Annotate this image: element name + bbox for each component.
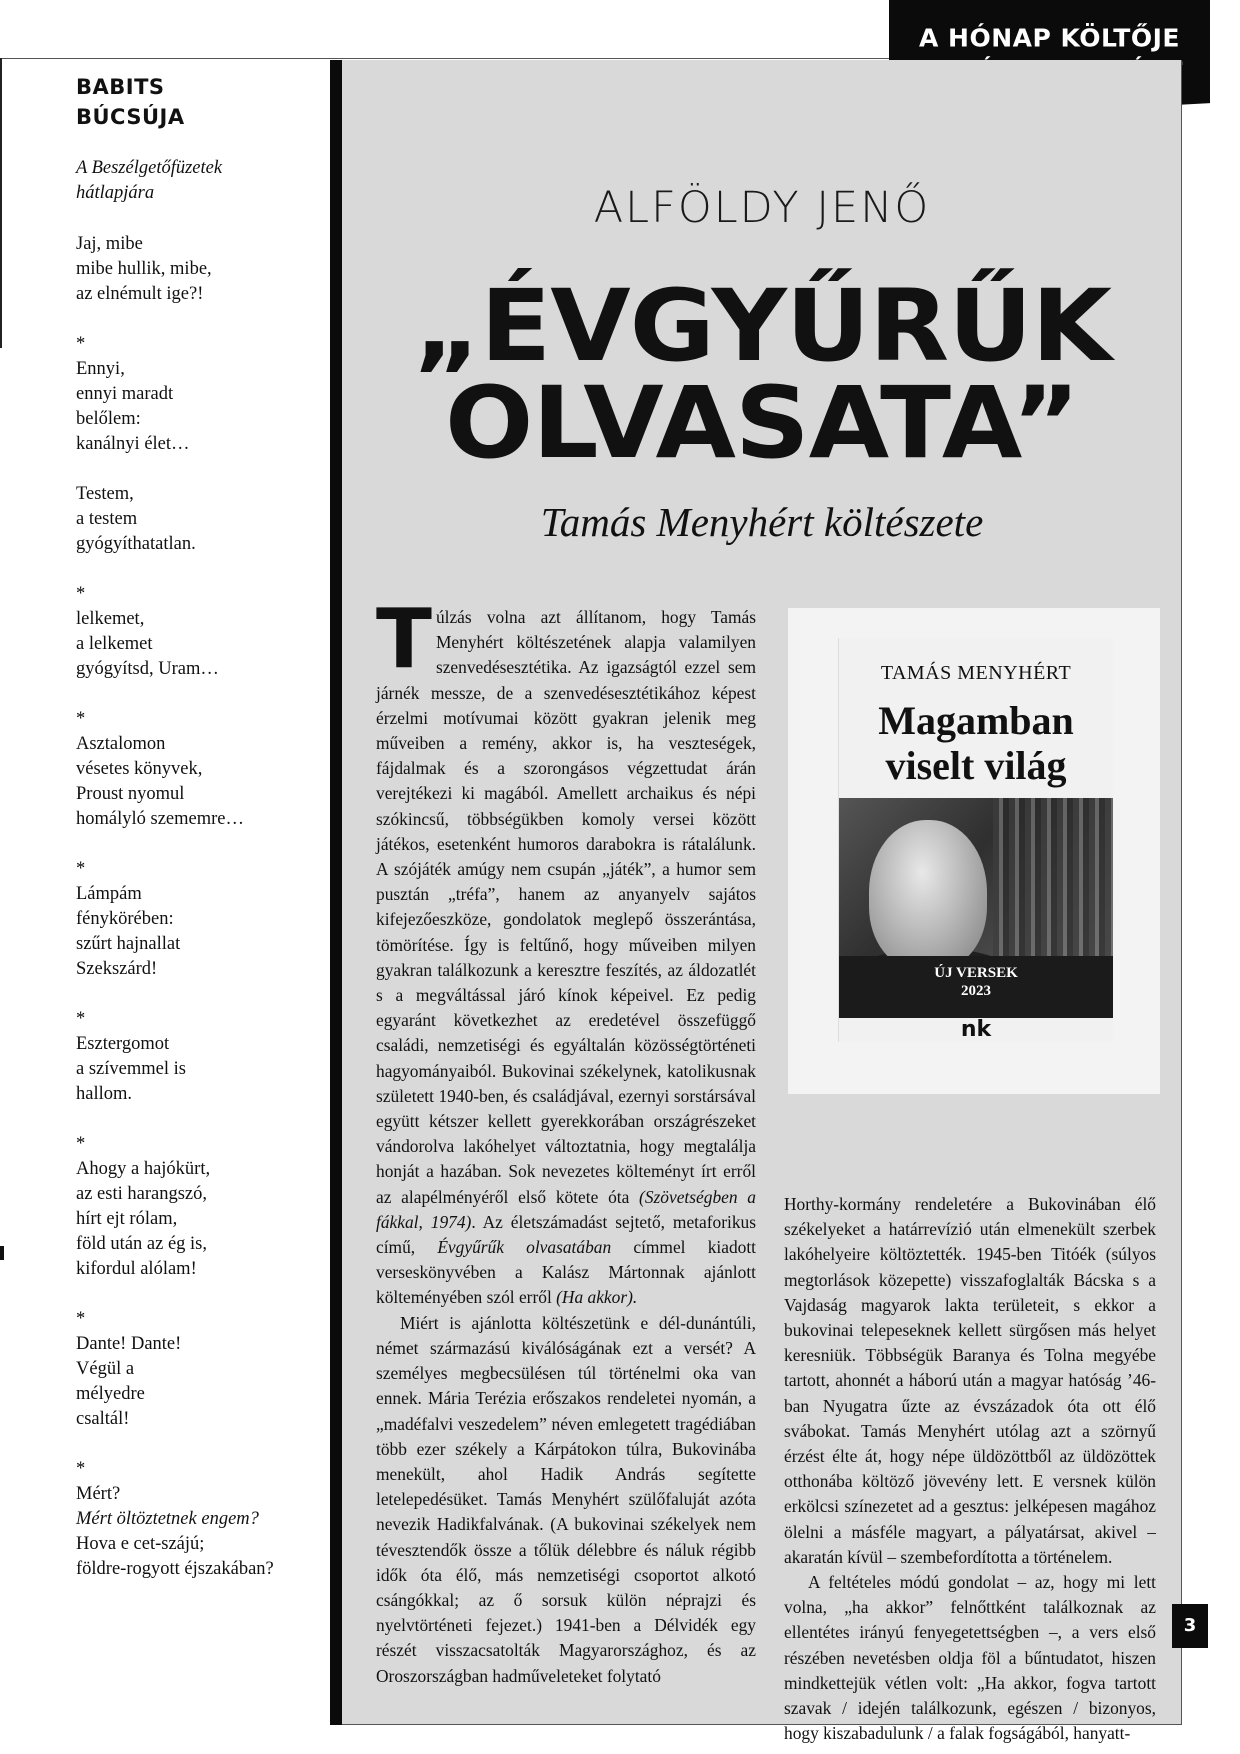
- book-cover: [838, 638, 1113, 1042]
- poem-line: Proust nyomul: [76, 784, 185, 804]
- poem-line: *: [76, 334, 86, 354]
- drop-cap: T: [376, 592, 432, 687]
- article-author: ALFÖLDY JENŐ: [593, 183, 931, 233]
- poem-line: *: [76, 709, 86, 729]
- article-column-2: [784, 1192, 1156, 1746]
- poem-line: hallom.: [76, 1084, 133, 1104]
- article-paragraph: Miért is ajánlotta költészetünk e dél-dunántúli, német származású kiválóságának ezt a versét? A személyes megbecsülésen túl történelmi oka van ennek. Mária Terézia erőszakos rendeletei nyomán, a „madéfalvi veszedelem” néven emlegetett tragédiában több ezer székely a Kárpátokon túlra, Bukovinába menekült, ahol Hadik András segítette letelepedésüket. Tamás Menyhért szülőfaluját azóta nevezik Hadikfalvának. (A bukovinai székelyek nem tévesztendők össze a tőlük délebbre és náluk régibb idők óta élő, más nemzetiségi csoportot alkotó csángókkal; az ő sorsuk külön néprajzi és nyelvtörténeti fejezet.) 1941-ben a Délvidék egy részét visszacsatolták Magyarországhoz, és az Oroszországban hadműveleteket folytató: [376, 1312, 756, 1686]
- poem-stanza: [76, 582, 316, 682]
- cover-band-line-2: 2023: [961, 983, 991, 999]
- sidebar-title-line-1: BABITS: [76, 75, 165, 99]
- poem-stanza: [76, 1007, 316, 1107]
- poem-line: gyógyítsd, Uram…: [76, 659, 219, 679]
- poem-line: a lelkemet: [76, 634, 153, 654]
- poem-stanza: [76, 857, 316, 982]
- poem-line: az esti harangszó,: [76, 1184, 207, 1204]
- italic-ref: (Ha akkor).: [556, 1287, 638, 1308]
- article-paragraph: A feltételes módú gondolat – az, hogy mi lett volna, „ha akkor” felnőttként találkoznak az ellentétes irányú fenyegetettségben –, a vers első részében nevetésben oldja föl a bűntudatot, hiszen mindkettejük vétlen volt: „Ha akkor, fogva tartott szavak / idején találkozunk, egészen / bizonyos, hogy kiszabadulunk / a falak fogságából, hanyatt-: [784, 1572, 1156, 1744]
- cover-title-line-2: viselt világ: [885, 743, 1067, 788]
- cover-title-line-1: Magamban: [878, 698, 1074, 743]
- poem-line: *: [76, 1459, 86, 1479]
- poem-line: Mért?: [76, 1484, 121, 1504]
- cover-title: [839, 698, 1113, 788]
- poem-line: hírt ejt rólam,: [76, 1209, 178, 1229]
- poem-line: kanálnyi élet…: [76, 434, 190, 454]
- book-cover-figure: [788, 608, 1160, 1094]
- poem-line: *: [76, 859, 86, 879]
- poem-line: Szekszárd!: [76, 959, 158, 979]
- article-paragraph: Horthy-kormány rendeletére a Bukovinában élő székelyeket a határrevízió után elmenekült szerbek lakóhelyeire költöztették. 1945-ben Titóék (súlyos megtorlások közepette) visszafoglalták Bácska s a Vajdaság magyarok lakta területeit, s ekkor a bukovinai telepeseknek kellett sürgősen más helyet keresniük. Többségük Baranya és Tolna megyébe tartott, ahonnét a háború után a magyar hatóság ’46-ban Nyugatra űzte az évszázadok óta ott élő svábokat. Tamás Menyhért utólag azt a szörnyű érzést élte át, hogy népe üldözöttből az üldözöttek otthonába költöző jövevény lett. E versnek külön erkölcsi színezetet ad a gesztus: jelképesen magához ölelni a másféle magyart, a pályatársat, akivel – akaratán kívül – szembefordította a történelem.: [784, 1194, 1156, 1567]
- article-paragraph: [376, 592, 756, 1311]
- poem-line: ennyi maradt: [76, 384, 174, 404]
- poem-line: föld után az ég is,: [76, 1234, 207, 1254]
- poem-line: Végül a: [76, 1359, 135, 1379]
- paragraph-text: . Az életszámadást sejtető, metaforikus című,: [376, 1211, 756, 1258]
- badge-line-1: A HÓNAP KÖLTŐJE: [918, 23, 1180, 53]
- paragraph-text: úlzás volna azt állítanom, hogy Tamás Menyhért költészetének alapja valamilyen szenvedésesztétika. Az igazságtól ezzel sem járnék messze, de a szenvedésesztétikához képest érzelmi motívumai között gyakran jelenik meg műveiben a remény, akkor is, ha veszteségek, fájdalmak és a szorongásos végzettudat árán verejtékezi ki magából. Amellett archaikus és népi szókincsű, többségükben komoly versei között játékos, esetenként humoros darabokra is rátalálunk. A szójáték amúgy nem csupán „játék”, a humor sem pusztán „tréfa”, hanem az anyanyelv sajátos kifejezőeszköze, gondolatok meglepő összerántása, tömörítése. Így is feltűnő, hogy műveiben milyen gyakran találkozunk a keresztre feszítés, az áldozatlét s a megváltással járó kínok képeivel. Ez pedig egyaránt következhet az eredetével összefüggő családi, nemzetiségi és egyáltalán közösségtörténeti hagyományaiból. Bukovinai székelynek, katolikusnak született 1940-ben, és családjával, ezernyi sorstársával együtt kétszer kellett gyerekkorában országrészeket vándorolva lakóhelyet változtatnia, hogy megtalálja honját a hazában. Sok nevezetes költeményt írt erről az alapélményéről első kötete óta: [376, 607, 756, 1207]
- poem-line: az elnémult ige?!: [76, 284, 204, 304]
- poem-line: Mért öltöztetnek engem?: [76, 1509, 259, 1529]
- poem-line: Ahogy a hajókürt,: [76, 1159, 211, 1179]
- sidebar-poem-title: [76, 72, 185, 132]
- article-subtitle: Tamás Menyhért költészete: [540, 499, 984, 545]
- article-headline: [321, 269, 1203, 481]
- sidebar-dedication-line-2: hátlapjára: [76, 183, 155, 203]
- cover-band-line-1: ÚJ VERSEK: [934, 965, 1018, 981]
- poem-line: kifordul alólam!: [76, 1259, 197, 1279]
- poem-stanza: [76, 707, 316, 832]
- poem-line: a szívemmel is: [76, 1059, 186, 1079]
- poem-line: csaltál!: [76, 1409, 130, 1429]
- poem-line: lelkemet,: [76, 609, 145, 629]
- poem-line: homályló szememre…: [76, 809, 244, 829]
- top-rule: [0, 58, 890, 59]
- poem-line: Testem,: [76, 484, 134, 504]
- poem-stanza: [76, 482, 316, 557]
- poem-line: Hova e cet-szájú;: [76, 1534, 205, 1554]
- poem-line: mibe hullik, mibe,: [76, 259, 212, 279]
- poem-line: földre-rogyott éjszakában?: [76, 1559, 274, 1579]
- poem-line: gyógyíthatatlan.: [76, 534, 196, 554]
- page-number: 3: [1172, 1604, 1208, 1648]
- poem-stanza: [76, 232, 316, 307]
- poem-line: Dante! Dante!: [76, 1334, 182, 1354]
- margin-tick: [0, 1246, 4, 1260]
- poem-stanza: [76, 1307, 316, 1432]
- sidebar-dedication-line-1: A Beszélgetőfüzetek: [76, 158, 223, 178]
- headline-line-1: „ÉVGYŰRŰK: [412, 269, 1112, 384]
- poem-line: *: [76, 1309, 86, 1329]
- headline-line-2: OLVASATA”: [444, 366, 1080, 481]
- poem-stanza: [76, 1457, 316, 1582]
- poem-line: fénykörében:: [76, 909, 174, 929]
- poem-line: Jaj, mibe: [76, 234, 143, 254]
- cover-portrait-face: [869, 820, 987, 970]
- poem-line: a testem: [76, 509, 138, 529]
- italic-title: Évgyűrűk olvasatában: [437, 1237, 612, 1258]
- poem-line: belőlem:: [76, 409, 141, 429]
- poem-line: mélyedre: [76, 1384, 145, 1404]
- article-column-1: [376, 592, 756, 1689]
- poem-line: *: [76, 584, 86, 604]
- cover-band: [839, 956, 1113, 1018]
- poem-line: Esztergomot: [76, 1034, 170, 1054]
- article-panel: [342, 60, 1182, 1744]
- poem-line: szűrt hajnallat: [76, 934, 181, 954]
- poem-line: Asztalomon: [76, 734, 166, 754]
- poem-line: Lámpám: [76, 884, 142, 904]
- sidebar-title-line-2: BÚCSÚJA: [76, 105, 185, 129]
- poem-line: vésetes könyvek,: [76, 759, 203, 779]
- poem-line: *: [76, 1134, 86, 1154]
- italic-ref: (Szövetségben a fákkal, 1974): [376, 1186, 756, 1232]
- paragraph-text: címmel kiadott verseskönyvében a Kalász Mártonnak ajánlott költeményében szól erről: [376, 1237, 756, 1308]
- cover-author: TAMÁS MENYHÉRT: [880, 662, 1072, 684]
- sidebar-poem: [76, 232, 316, 1607]
- poem-line: *: [76, 1009, 86, 1029]
- left-edge-rule: [0, 58, 2, 348]
- sidebar-poem-dedication: [76, 156, 222, 206]
- publisher-logo: nk: [960, 1017, 992, 1042]
- poem-line: Ennyi,: [76, 359, 125, 379]
- poem-stanza: [76, 332, 316, 457]
- poem-stanza: [76, 1132, 316, 1282]
